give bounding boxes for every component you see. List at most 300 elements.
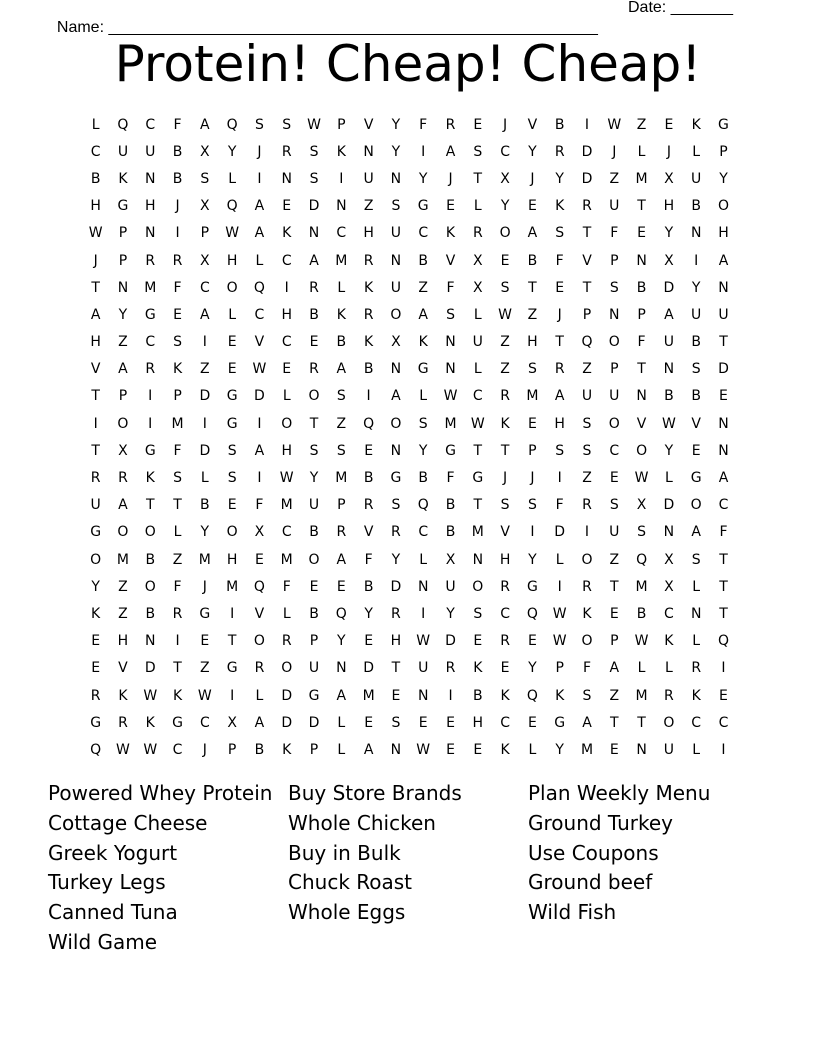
grid-letter[interactable]: U xyxy=(663,334,674,351)
grid-letter[interactable]: U xyxy=(445,578,456,595)
grid-letter[interactable]: X xyxy=(391,334,401,351)
grid-letter[interactable]: B xyxy=(363,470,374,487)
grid-letter[interactable]: L xyxy=(692,741,701,758)
grid-letter[interactable]: Y xyxy=(200,524,210,541)
grid-letter[interactable]: F xyxy=(419,116,428,133)
grid-letter[interactable]: Q xyxy=(253,279,265,296)
grid-letter[interactable]: A xyxy=(718,252,729,269)
grid-letter[interactable]: Z xyxy=(582,470,592,487)
grid-letter[interactable]: I xyxy=(557,470,562,487)
grid-letter[interactable]: J xyxy=(503,470,508,487)
grid-letter[interactable]: R xyxy=(582,497,592,514)
grid-letter[interactable]: A xyxy=(254,442,265,459)
grid-letter[interactable]: T xyxy=(473,170,483,187)
grid-letter[interactable]: S xyxy=(418,415,428,432)
grid-letter[interactable]: P xyxy=(582,306,592,323)
grid-letter[interactable]: H xyxy=(390,633,402,650)
grid-letter[interactable]: B xyxy=(309,605,319,622)
grid-letter[interactable]: I xyxy=(202,334,207,351)
grid-letter[interactable]: U xyxy=(145,143,156,160)
grid-letter[interactable]: Y xyxy=(446,605,455,622)
grid-letter[interactable]: A xyxy=(718,470,729,487)
grid-letter[interactable]: I xyxy=(175,225,180,242)
grid-letter[interactable]: C xyxy=(718,497,729,514)
grid-letter[interactable]: P xyxy=(118,225,128,242)
grid-letter[interactable]: P xyxy=(118,388,128,405)
grid-letter[interactable]: L xyxy=(637,143,646,160)
grid-letter[interactable]: A xyxy=(336,361,347,378)
grid-letter[interactable]: E xyxy=(446,198,455,215)
grid-letter[interactable]: N xyxy=(690,605,702,622)
grid-letter[interactable]: C xyxy=(472,388,483,405)
grid-letter[interactable]: M xyxy=(444,415,457,432)
grid-letter[interactable]: Q xyxy=(581,334,593,351)
grid-letter[interactable]: W xyxy=(634,470,649,487)
grid-letter[interactable]: L xyxy=(228,170,237,187)
grid-letter[interactable]: O xyxy=(390,415,402,432)
grid-letter[interactable]: H xyxy=(554,415,565,432)
grid-letter[interactable]: M xyxy=(580,741,594,758)
grid-letter[interactable]: G xyxy=(554,714,566,731)
grid-letter[interactable]: R xyxy=(500,633,510,650)
grid-letter[interactable]: I xyxy=(421,143,426,160)
grid-letter[interactable]: N xyxy=(663,361,675,378)
grid-letter[interactable]: T xyxy=(173,660,182,677)
grid-letter[interactable]: K xyxy=(91,605,101,622)
grid-letter[interactable]: J xyxy=(448,170,453,187)
grid-letter[interactable]: K xyxy=(282,225,292,242)
grid-letter[interactable]: F xyxy=(446,279,455,296)
grid-letter[interactable]: M xyxy=(280,551,293,568)
grid-letter[interactable]: K xyxy=(500,415,510,432)
grid-letter[interactable]: E xyxy=(309,334,319,351)
grid-letter[interactable]: O xyxy=(226,279,238,296)
grid-letter[interactable]: S xyxy=(391,497,401,514)
grid-letter[interactable]: G xyxy=(718,116,729,133)
grid-letter[interactable]: S xyxy=(473,605,483,622)
grid-letter[interactable]: N xyxy=(390,170,402,187)
grid-letter[interactable]: L xyxy=(255,687,264,704)
grid-letter[interactable]: B xyxy=(172,170,183,187)
grid-letter[interactable]: S xyxy=(282,116,292,133)
grid-letter[interactable]: T xyxy=(637,714,646,731)
grid-letter[interactable]: R xyxy=(145,361,156,378)
grid-letter[interactable]: Q xyxy=(417,497,429,514)
grid-letter[interactable]: X xyxy=(200,252,210,269)
grid-letter[interactable]: T xyxy=(719,334,728,351)
grid-letter[interactable]: N xyxy=(690,225,702,242)
grid-letter[interactable]: B xyxy=(363,578,374,595)
grid-letter[interactable]: U xyxy=(581,388,593,405)
grid-letter[interactable]: P xyxy=(528,442,537,459)
grid-letter[interactable]: G xyxy=(417,198,429,215)
grid-letter[interactable]: A xyxy=(336,687,347,704)
grid-letter[interactable]: O xyxy=(308,388,320,405)
grid-letter[interactable]: X xyxy=(664,170,674,187)
grid-letter[interactable]: X xyxy=(227,714,237,731)
grid-letter[interactable]: O xyxy=(499,225,511,242)
grid-letter[interactable]: I xyxy=(448,687,453,704)
grid-letter[interactable]: W xyxy=(552,605,567,622)
grid-letter[interactable]: W xyxy=(416,633,431,650)
grid-letter[interactable]: E xyxy=(364,714,374,731)
grid-letter[interactable]: H xyxy=(281,442,292,459)
grid-letter[interactable]: O xyxy=(581,551,593,568)
grid-letter[interactable]: Q xyxy=(363,415,375,432)
grid-letter[interactable]: A xyxy=(418,306,428,323)
grid-letter[interactable]: W xyxy=(279,470,294,487)
grid-letter[interactable]: Q xyxy=(335,605,347,622)
grid-letter[interactable]: W xyxy=(143,741,158,758)
grid-letter[interactable]: R xyxy=(472,225,483,242)
grid-letter[interactable]: M xyxy=(171,415,184,432)
grid-letter[interactable]: L xyxy=(228,306,237,323)
grid-letter[interactable]: G xyxy=(144,442,156,459)
grid-letter[interactable]: R xyxy=(391,524,401,541)
grid-letter[interactable]: Q xyxy=(226,198,238,215)
grid-letter[interactable]: X xyxy=(664,578,674,595)
grid-letter[interactable]: Y xyxy=(118,306,128,323)
grid-letter[interactable]: A xyxy=(118,361,128,378)
grid-letter[interactable]: E xyxy=(473,741,483,758)
grid-letter[interactable]: W xyxy=(307,116,321,133)
grid-letter[interactable]: O xyxy=(636,442,648,459)
grid-letter[interactable]: X xyxy=(445,551,456,568)
grid-letter[interactable]: Q xyxy=(717,633,729,650)
grid-letter[interactable]: L xyxy=(692,578,701,595)
grid-letter[interactable]: Y xyxy=(309,470,319,487)
grid-letter[interactable]: O xyxy=(608,334,620,351)
grid-letter[interactable]: K xyxy=(172,687,183,704)
grid-letter[interactable]: Y xyxy=(719,170,728,187)
grid-letter[interactable]: I xyxy=(284,279,289,296)
grid-letter[interactable]: Z xyxy=(418,279,428,296)
grid-letter[interactable]: Y xyxy=(691,279,701,296)
grid-letter[interactable]: N xyxy=(390,442,402,459)
grid-letter[interactable]: T xyxy=(719,551,728,568)
grid-letter[interactable]: U xyxy=(663,741,674,758)
grid-letter[interactable]: N xyxy=(718,415,729,432)
grid-letter[interactable]: C xyxy=(691,714,702,731)
grid-letter[interactable]: S xyxy=(637,524,647,541)
grid-letter[interactable]: F xyxy=(446,470,455,487)
grid-letter[interactable]: P xyxy=(555,660,564,677)
grid-letter[interactable]: E xyxy=(309,578,319,595)
grid-letter[interactable]: T xyxy=(719,605,728,622)
grid-letter[interactable]: N xyxy=(281,170,292,187)
grid-letter[interactable]: J xyxy=(530,170,535,187)
grid-letter[interactable]: D xyxy=(308,198,320,215)
grid-letter[interactable]: N xyxy=(636,388,647,405)
grid-letter[interactable]: C xyxy=(663,605,674,622)
grid-letter[interactable]: W xyxy=(443,388,458,405)
grid-letter[interactable]: U xyxy=(718,306,729,323)
grid-letter[interactable]: D xyxy=(281,714,293,731)
grid-letter[interactable]: S xyxy=(609,279,619,296)
grid-letter[interactable]: A xyxy=(118,497,128,514)
grid-letter[interactable]: P xyxy=(118,252,128,269)
grid-letter[interactable]: T xyxy=(473,497,483,514)
grid-letter[interactable]: Y xyxy=(91,578,100,595)
grid-letter[interactable]: B xyxy=(473,687,483,704)
grid-letter[interactable]: D xyxy=(390,578,402,595)
grid-letter[interactable]: V xyxy=(363,116,374,133)
grid-letter[interactable]: J xyxy=(503,116,508,133)
grid-letter[interactable]: E xyxy=(637,225,647,242)
grid-letter[interactable]: F xyxy=(555,252,564,269)
grid-letter[interactable]: K xyxy=(500,687,510,704)
grid-letter[interactable]: C xyxy=(609,442,620,459)
grid-letter[interactable]: B xyxy=(90,170,101,187)
grid-letter[interactable]: D xyxy=(581,170,593,187)
grid-letter[interactable]: W xyxy=(225,225,240,242)
grid-letter[interactable]: L xyxy=(337,279,346,296)
grid-letter[interactable]: T xyxy=(582,225,592,242)
grid-letter[interactable]: B xyxy=(145,605,156,622)
grid-letter[interactable]: G xyxy=(226,388,238,405)
grid-letter[interactable]: N xyxy=(718,279,729,296)
grid-letter[interactable]: P xyxy=(337,497,346,514)
grid-letter[interactable]: A xyxy=(200,306,210,323)
grid-letter[interactable]: E xyxy=(255,551,264,568)
grid-letter[interactable]: C xyxy=(281,334,292,351)
grid-letter[interactable]: E xyxy=(473,116,483,133)
grid-letter[interactable]: Z xyxy=(527,306,538,323)
grid-letter[interactable]: T xyxy=(637,361,646,378)
grid-letter[interactable]: U xyxy=(308,660,320,677)
grid-letter[interactable]: O xyxy=(390,306,402,323)
grid-letter[interactable]: S xyxy=(555,225,565,242)
grid-letter[interactable]: Y xyxy=(391,143,401,160)
grid-letter[interactable]: Y xyxy=(664,225,674,242)
grid-letter[interactable]: V xyxy=(254,334,265,351)
grid-letter[interactable]: O xyxy=(144,578,156,595)
grid-letter[interactable]: H xyxy=(117,633,129,650)
grid-letter[interactable]: Q xyxy=(253,578,265,595)
grid-letter[interactable]: L xyxy=(528,741,537,758)
grid-letter[interactable]: Q xyxy=(90,741,102,758)
grid-letter[interactable]: L xyxy=(664,660,673,677)
grid-letter[interactable]: R xyxy=(90,687,101,704)
date-field[interactable]: Date: _______ xyxy=(628,0,733,16)
grid-letter[interactable]: A xyxy=(664,306,674,323)
grid-letter[interactable]: F xyxy=(173,578,182,595)
grid-letter[interactable]: Z xyxy=(500,334,510,351)
grid-letter[interactable]: L xyxy=(473,361,482,378)
grid-letter[interactable]: E xyxy=(527,415,537,432)
grid-letter[interactable]: C xyxy=(500,605,510,622)
grid-letter[interactable]: T xyxy=(227,633,237,650)
grid-letter[interactable]: I xyxy=(421,605,426,622)
grid-letter[interactable]: K xyxy=(664,633,674,650)
grid-letter[interactable]: A xyxy=(254,714,265,731)
grid-letter[interactable]: N xyxy=(390,741,402,758)
grid-letter[interactable]: V xyxy=(118,660,128,677)
grid-letter[interactable]: P xyxy=(610,252,619,269)
grid-letter[interactable]: K xyxy=(118,687,128,704)
grid-letter[interactable]: A xyxy=(691,524,701,541)
grid-letter[interactable]: O xyxy=(117,524,129,541)
grid-letter[interactable]: K xyxy=(473,660,483,677)
grid-letter[interactable]: I xyxy=(202,415,207,432)
grid-letter[interactable]: U xyxy=(609,524,620,541)
grid-letter[interactable]: R xyxy=(90,470,101,487)
grid-letter[interactable]: B xyxy=(200,497,210,514)
grid-letter[interactable]: M xyxy=(635,170,648,187)
grid-letter[interactable]: G xyxy=(472,470,484,487)
grid-letter[interactable]: K xyxy=(364,334,374,351)
grid-letter[interactable]: S xyxy=(446,306,455,323)
grid-letter[interactable]: U xyxy=(308,497,320,514)
grid-letter[interactable]: X xyxy=(636,497,647,514)
grid-letter[interactable]: Z xyxy=(336,415,347,432)
grid-letter[interactable]: V xyxy=(445,252,456,269)
grid-letter[interactable]: N xyxy=(636,252,647,269)
grid-letter[interactable]: W xyxy=(88,225,103,242)
grid-letter[interactable]: E xyxy=(527,633,537,650)
grid-letter[interactable]: H xyxy=(90,198,101,215)
grid-letter[interactable]: Y xyxy=(364,605,373,622)
grid-letter[interactable]: B xyxy=(445,524,456,541)
grid-letter[interactable]: H xyxy=(718,225,729,242)
grid-letter[interactable]: E xyxy=(446,741,455,758)
grid-letter[interactable]: E xyxy=(227,334,237,351)
grid-letter[interactable]: D xyxy=(581,143,593,160)
grid-letter[interactable]: B xyxy=(309,524,319,541)
grid-letter[interactable]: I xyxy=(366,388,371,405)
grid-letter[interactable]: U xyxy=(363,170,374,187)
grid-letter[interactable]: C xyxy=(500,714,510,731)
grid-letter[interactable]: I xyxy=(230,605,235,622)
grid-letter[interactable]: J xyxy=(530,470,535,487)
grid-letter[interactable]: G xyxy=(690,470,702,487)
grid-letter[interactable]: B xyxy=(145,551,156,568)
name-field[interactable]: Name: _______________________________________________________ xyxy=(56,19,598,36)
grid-letter[interactable]: Y xyxy=(528,660,537,677)
grid-letter[interactable]: K xyxy=(445,225,456,242)
grid-letter[interactable]: Z xyxy=(363,198,374,215)
grid-letter[interactable]: Z xyxy=(172,551,183,568)
grid-letter[interactable]: E xyxy=(227,361,237,378)
grid-letter[interactable]: S xyxy=(391,198,401,215)
grid-letter[interactable]: N xyxy=(417,578,429,595)
grid-letter[interactable]: Z xyxy=(118,605,128,622)
grid-letter[interactable]: G xyxy=(390,470,402,487)
grid-letter[interactable]: E xyxy=(282,198,292,215)
grid-letter[interactable]: I xyxy=(257,170,262,187)
grid-letter[interactable]: I xyxy=(339,170,344,187)
grid-letter[interactable]: P xyxy=(309,633,319,650)
grid-letter[interactable]: P xyxy=(610,361,619,378)
grid-letter[interactable]: I xyxy=(584,116,590,133)
grid-letter[interactable]: S xyxy=(227,442,237,459)
grid-letter[interactable]: U xyxy=(390,279,402,296)
grid-letter[interactable]: W xyxy=(607,116,622,133)
grid-letter[interactable]: O xyxy=(117,415,129,432)
grid-letter[interactable]: R xyxy=(336,524,347,541)
grid-letter[interactable]: C xyxy=(199,714,210,731)
grid-letter[interactable]: T xyxy=(391,660,401,677)
grid-letter[interactable]: R xyxy=(172,605,183,622)
grid-letter[interactable]: B xyxy=(445,497,456,514)
grid-letter[interactable]: J xyxy=(257,143,262,160)
grid-letter[interactable]: V xyxy=(636,415,647,432)
grid-letter[interactable]: Y xyxy=(500,198,510,215)
grid-letter[interactable]: P xyxy=(337,116,346,133)
grid-letter[interactable]: L xyxy=(337,714,346,731)
grid-letter[interactable]: N xyxy=(718,442,729,459)
grid-letter[interactable]: Z xyxy=(636,116,647,133)
grid-letter[interactable]: S xyxy=(609,497,619,514)
grid-letter[interactable]: G xyxy=(144,306,156,323)
grid-letter[interactable]: M xyxy=(198,551,211,568)
grid-letter[interactable]: L xyxy=(637,660,646,677)
grid-letter[interactable]: Z xyxy=(118,578,128,595)
grid-letter[interactable]: L xyxy=(664,470,673,487)
grid-letter[interactable]: Z xyxy=(118,334,128,351)
grid-letter[interactable]: E xyxy=(446,714,455,731)
grid-letter[interactable]: O xyxy=(253,633,265,650)
grid-letter[interactable]: K xyxy=(555,198,565,215)
grid-letter[interactable]: W xyxy=(661,415,676,432)
grid-letter[interactable]: J xyxy=(202,578,207,595)
grid-letter[interactable]: H xyxy=(363,225,374,242)
grid-letter[interactable]: I xyxy=(257,415,262,432)
grid-letter[interactable]: W xyxy=(634,633,649,650)
grid-letter[interactable]: E xyxy=(691,442,701,459)
grid-letter[interactable]: G xyxy=(417,361,429,378)
grid-letter[interactable]: E xyxy=(227,497,237,514)
grid-letter[interactable]: N xyxy=(117,279,129,296)
grid-letter[interactable]: M xyxy=(526,388,539,405)
grid-letter[interactable]: N xyxy=(363,143,374,160)
grid-letter[interactable]: D xyxy=(254,388,265,405)
grid-letter[interactable]: Y xyxy=(418,442,428,459)
grid-letter[interactable]: P xyxy=(227,741,237,758)
grid-letter[interactable]: A xyxy=(445,143,456,160)
grid-letter[interactable]: L xyxy=(419,551,428,568)
grid-letter[interactable]: E xyxy=(473,633,483,650)
grid-letter[interactable]: F xyxy=(555,497,564,514)
grid-letter[interactable]: V xyxy=(254,605,265,622)
grid-letter[interactable]: W xyxy=(416,741,431,758)
grid-letter[interactable]: Y xyxy=(337,633,346,650)
grid-letter[interactable]: Y xyxy=(528,551,537,568)
grid-letter[interactable]: J xyxy=(612,143,617,160)
grid-letter[interactable]: R xyxy=(554,361,565,378)
grid-letter[interactable]: Y xyxy=(391,116,401,133)
grid-letter[interactable]: E xyxy=(364,633,374,650)
grid-letter[interactable]: A xyxy=(309,252,319,269)
grid-letter[interactable]: R xyxy=(172,252,183,269)
grid-letter[interactable]: M xyxy=(335,470,348,487)
grid-letter[interactable]: X xyxy=(200,143,210,160)
grid-letter[interactable]: E xyxy=(500,660,510,677)
grid-letter[interactable]: T xyxy=(610,578,619,595)
grid-letter[interactable]: L xyxy=(473,306,482,323)
grid-letter[interactable]: F xyxy=(719,524,728,541)
grid-letter[interactable]: I xyxy=(530,524,535,541)
grid-letter[interactable]: H xyxy=(226,252,238,269)
grid-letter[interactable]: D xyxy=(199,388,211,405)
grid-letter[interactable]: N xyxy=(308,225,320,242)
grid-letter[interactable]: R xyxy=(664,687,674,704)
grid-letter[interactable]: E xyxy=(282,361,292,378)
grid-letter[interactable]: D xyxy=(718,361,729,378)
grid-letter[interactable]: J xyxy=(175,198,180,215)
grid-letter[interactable]: S xyxy=(336,388,346,405)
grid-letter[interactable]: G xyxy=(308,687,320,704)
